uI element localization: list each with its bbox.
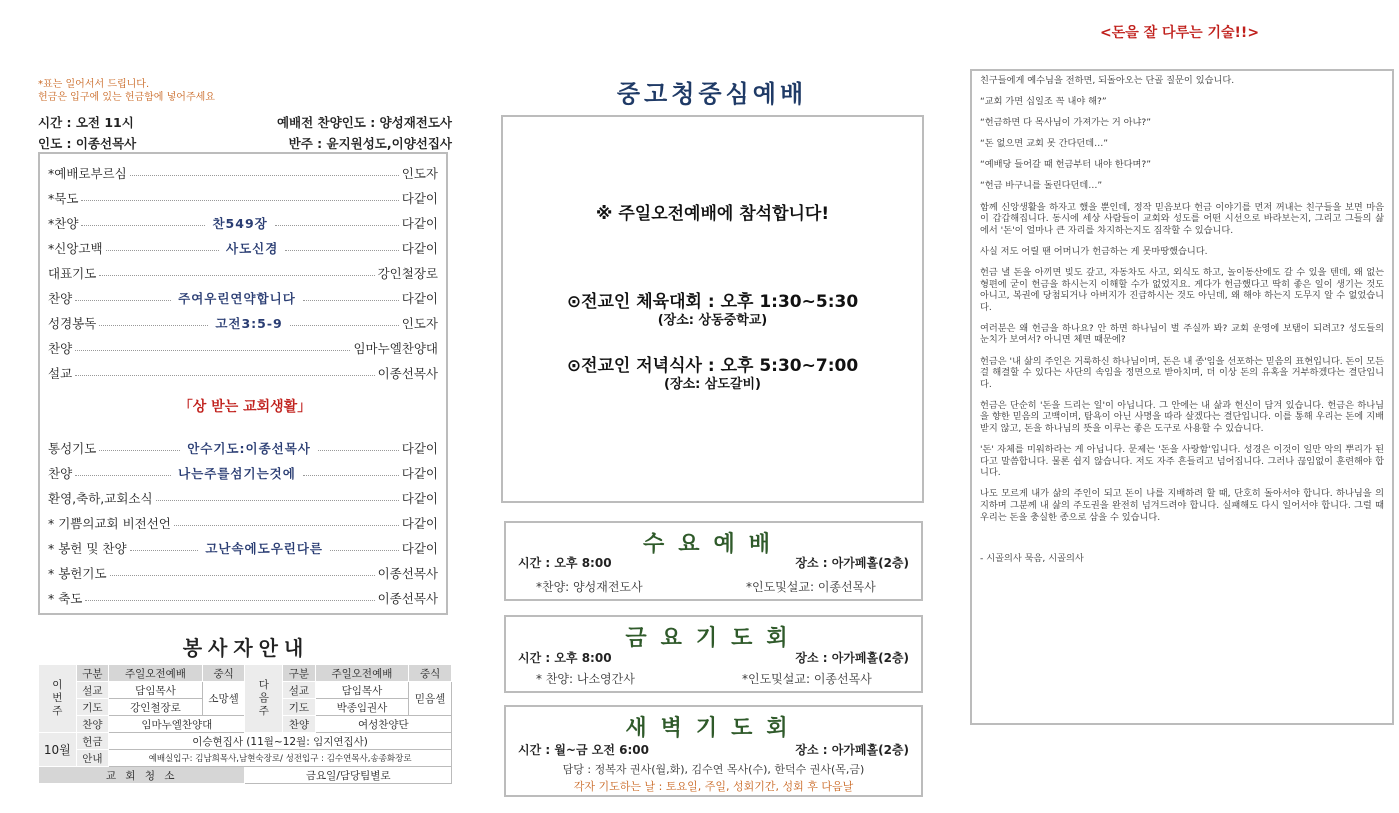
- header-gubun: 구분: [76, 665, 109, 682]
- header-main: 주일오전예배: [109, 665, 203, 682]
- dawn-prayer: [504, 705, 923, 797]
- volunteer-title: 봉사자안내: [182, 636, 310, 660]
- cleaning-label: 교 회 청 소: [39, 767, 245, 784]
- order-item-person: 다같이: [401, 516, 438, 531]
- order-item: [48, 587, 438, 609]
- event-sports-place: (장소: 상동중학교): [657, 313, 768, 328]
- essay-box: [970, 69, 1394, 725]
- order-item: [48, 212, 438, 234]
- service-leader: 인도 : 이종선목사: [38, 136, 137, 151]
- note-line-2: 헌금은 입구에 있는 헌금함에 넣어주세요: [38, 92, 215, 103]
- order-item: [48, 562, 438, 584]
- order-item-label: * 봉헌기도: [48, 566, 107, 581]
- notice-text: ※ 주일오전예배에 참석합니다!: [595, 204, 830, 224]
- essay-title: <돈을 잘 다루는 기술!!>: [1100, 25, 1260, 41]
- wednesday-sermon: *인도및설교: 이종선목사: [746, 580, 876, 594]
- sermon-title: 「상 받는 교회생활」: [178, 399, 312, 415]
- order-item-detail: 사도신경: [226, 241, 279, 256]
- order-item-label: 찬양: [48, 466, 73, 481]
- cell: 여성찬양단: [315, 716, 451, 733]
- dawn-personal-days: 각자 기도하는 날 : 토요일, 주일, 성회기간, 성회 후 다음날: [573, 780, 854, 793]
- service-time: 시간 : 오전 11시: [38, 115, 134, 130]
- header-main-2: 주일오전예배: [315, 665, 409, 682]
- order-item-label: * 기쁨의교회 비전선언: [48, 516, 171, 531]
- order-item-person: 인도자: [401, 166, 438, 181]
- order-item: [48, 537, 438, 559]
- order-item-label: 대표기도: [48, 266, 97, 281]
- this-week-label: 이 번 주: [39, 665, 77, 733]
- friday-title: 금요기도회: [625, 626, 802, 651]
- lunch-this-week: 소망셀: [202, 682, 245, 716]
- offering-label: 헌금: [76, 733, 109, 750]
- order-item-person: 이종선목사: [377, 366, 438, 381]
- offering-value: 이승현집사 (11월~12월: 임지연집사): [109, 733, 452, 750]
- essay-paragraph: 여러분은 왜 헌금을 하나요? 안 하면 하나님이 벌 주실까 봐? 교회 운영에 보탬이 되려고? 성도들의 눈치가 보여서? 아니면 체면 때문에?: [980, 322, 1384, 346]
- wednesday-service: [504, 521, 923, 601]
- event-dinner-place: (장소: 삼도갈비): [664, 377, 761, 392]
- order-item-person: 다같이: [401, 291, 439, 306]
- essay-paragraph: 친구들에게 예수님을 전하면, 되돌아오는 단골 질문이 있습니다.: [980, 75, 1235, 86]
- main-title: 중고청중심예배: [616, 80, 808, 108]
- essay-paragraph: 헌금 낼 돈을 아끼면 빚도 갚고, 자동차도 사고, 외식도 하고, 놀이동산에도 갈 수 있을 텐데, 왜 없는 형편에 굳이 헌금을 하시는지 이해할 수가 없었지요. 게다가 헌금했다고 딱히 좋은 일이 생기는 것도 아니고, 복권에 당첨되거나 아버지가 진급하시는 것도 아닌데, 왜 해야 하는지 도무지 알 수 없었습니다.: [980, 266, 1384, 313]
- cell: 설교: [283, 682, 316, 699]
- cell: 임마누엘찬양대: [109, 716, 245, 733]
- order-item-label: *묵도: [48, 191, 79, 206]
- cleaning-value: 금요일/담당팀별로: [245, 767, 452, 784]
- order-item: [48, 462, 438, 484]
- order-item: [48, 312, 438, 334]
- cell: 기도: [76, 699, 109, 716]
- order-item-person: 강인철장로: [377, 266, 438, 281]
- order-item-label: * 봉헌 및 찬양: [48, 541, 127, 556]
- dawn-leaders: 담당 : 정복자 권사(월,화), 김수연 목사(수), 한덕수 권사(목,금): [562, 763, 865, 776]
- order-item-person: 다같이: [401, 541, 438, 556]
- cell: 설교: [76, 682, 109, 699]
- order-item-label: 통성기도: [48, 441, 97, 456]
- order-item-detail: 주여우린연약합니다: [178, 291, 296, 306]
- order-item-label: *예배로부르심: [48, 166, 127, 181]
- cell: 박종임권사: [315, 699, 409, 716]
- event-dinner: ⊙전교인 저녁식사 : 오후 5:30~7:00: [566, 356, 859, 376]
- month-label: 10월: [39, 733, 77, 767]
- order-item-person: 다같이: [401, 466, 439, 481]
- worship-order: [38, 152, 448, 615]
- order-item-label: *신앙고백: [48, 241, 103, 256]
- order-item-detail: 찬549장: [212, 216, 268, 231]
- guide-label: 안내: [76, 750, 109, 767]
- essay-paragraph: “돈 없으면 교회 못 간다던데…”: [980, 138, 1109, 150]
- friday-service: [504, 615, 923, 693]
- wednesday-praise: *찬양: 양성재전도사: [536, 580, 643, 594]
- wednesday-title: 수요예배: [642, 532, 784, 557]
- standing-note: [38, 78, 215, 104]
- cell: 담임목사: [315, 682, 409, 699]
- essay-paragraph: “헌금하면 다 목사님이 가져가는 거 아냐?”: [980, 117, 1151, 129]
- order-item: [48, 487, 438, 509]
- praise-leader: 예배전 찬양인도 : 양성재전도사: [276, 115, 452, 130]
- wednesday-place: 장소 : 아가페홀(2층): [795, 556, 909, 570]
- order-item-label: 성경봉독: [48, 316, 97, 331]
- event-sports: ⊙전교인 체육대회 : 오후 1:30~5:30: [566, 292, 859, 312]
- dawn-time: 시간 : 월~금 오전 6:00: [518, 743, 649, 757]
- order-item-person: 이종선목사: [377, 591, 438, 606]
- order-item-person: 다같이: [401, 216, 439, 231]
- essay-paragraph: “예배당 들어갈 때 헌금부터 내야 한다며?”: [980, 159, 1151, 171]
- wednesday-time: 시간 : 오후 8:00: [518, 556, 612, 570]
- order-item-detail: 안수기도:이종선목사: [187, 441, 311, 456]
- friday-time: 시간 : 오후 8:00: [518, 651, 612, 665]
- essay-paragraph: 사실 저도 어릴 땐 어머니가 헌금하는 게 못마땅했습니다.: [980, 245, 1208, 257]
- announcement-box: [501, 115, 924, 503]
- essay-paragraph: 함께 신앙생활을 하자고 했을 뿐인데, 정작 믿음보다 헌금 이야기를 먼저 꺼내는 친구들을 보면 마음이 갑갑해집니다. 동시에 세상 사람들이 교회와 성도를 어떤 시선으로 바라보는지, 그리고 그들의 삶에서 '돈'이 얼마나 큰 자리를 차지하는지도 짐작할 수 있습니다.: [980, 201, 1384, 236]
- order-item: [48, 337, 438, 359]
- order-item: [48, 512, 438, 534]
- order-item-person: 다같이: [401, 441, 439, 456]
- dawn-place: 장소 : 아가페홀(2층): [795, 743, 909, 757]
- header-gubun-2: 구분: [283, 665, 316, 682]
- lunch-next-week: 믿음셀: [409, 682, 452, 716]
- friday-sermon: *인도및설교: 이종선목사: [742, 672, 872, 686]
- order-item: [48, 362, 438, 384]
- accompanist: 반주 : 윤지원성도,이양선집사: [288, 136, 452, 151]
- order-item-label: 설교: [48, 366, 73, 381]
- friday-praise: * 찬양: 나소영간사: [536, 672, 635, 686]
- guide-value: 예배실입구: 김남희목사,남현숙장로/ 성전입구 : 김수연목사,송종화장로: [109, 750, 452, 767]
- order-item-person: 다같이: [401, 491, 438, 506]
- order-item-detail: 나는주를섬기는것에: [178, 466, 296, 481]
- order-item-label: 찬양: [48, 341, 73, 356]
- order-item: [48, 262, 438, 284]
- essay-paragraph: '돈' 자체를 미워하라는 게 아닙니다. 문제는 '돈을 사랑함'입니다. 성경은 이것이 일만 악의 뿌리가 된다고 말씀합니다. 물론 쉽지 않습니다. 저도 자주 흔들리고 넘어집니다. 그러나 끊임없이 훈련해야 합니다.: [980, 444, 1384, 479]
- essay-paragraph: 헌금은 단순히 '돈을 드리는 일'이 아닙니다. 그 안에는 내 삶과 헌신이 담겨 있습니다. 헌금은 하나님을 향한 믿음의 고백이며, 탐욕이 아닌 사명을 따라 살겠다는 결단입니다. 이를 통해 우리는 돈에 지배받지 않고, 돈을 하나님의 뜻을 이루는 좋은 도구로 사용할 수 있습니다.: [980, 399, 1384, 434]
- cell: 강인철장로: [109, 699, 203, 716]
- essay-paragraph: 나도 모르게 내가 삶의 주인이 되고 돈이 나를 지배하려 할 때, 단호히 돌아서야 합니다. 하나님을 의지하며 그분께 내 삶의 주도권을 완전히 넘겨드려야 합니다. 실패해도 다시 일어서야 합니다. 그럴 때 우리는 돈을 충실한 종으로 삼을 수 있습니다.: [980, 488, 1384, 523]
- order-item: [48, 437, 438, 459]
- order-item-person: 다같이: [401, 191, 438, 206]
- order-item: [48, 237, 438, 259]
- header-lunch-2: 중식: [409, 665, 452, 682]
- cell: 기도: [283, 699, 316, 716]
- essay-paragraph: “헌금 바구니를 돌린다던데…”: [980, 180, 1103, 192]
- volunteer-table: [38, 664, 452, 784]
- order-item-person: 인도자: [401, 316, 439, 331]
- order-item-label: 환영,축하,교회소식: [48, 491, 153, 506]
- header-lunch: 중식: [202, 665, 245, 682]
- cell: 찬양: [283, 716, 316, 733]
- order-item-label: *찬양: [48, 216, 79, 231]
- order-item-detail: 고난속에도우린다른: [205, 541, 323, 556]
- order-item-label: * 축도: [48, 591, 83, 606]
- essay-paragraph: 헌금은 '내 삶의 주인은 거룩하신 하나님이며, 돈은 내 종'임을 선포하는 믿음의 표현입니다. 돈이 모든 걸 해결할 수 있다는 사단의 속임을 정면으로 받아치며, 더 이상 돈의 유혹을 거부하겠다는 결단입니다.: [980, 355, 1384, 390]
- cell: 담임목사: [109, 682, 203, 699]
- next-week-label: 다 음 주: [245, 665, 283, 733]
- order-item-person: 임마누엘찬양대: [353, 341, 438, 356]
- dawn-title: 새벽기도회: [625, 716, 802, 741]
- order-item-label: 찬양: [48, 291, 73, 306]
- order-item-detail: 고전3:5-9: [215, 316, 283, 331]
- order-item: [48, 162, 438, 184]
- order-item-person: 이종선목사: [377, 566, 438, 581]
- order-item: [48, 187, 438, 209]
- order-item: [48, 287, 438, 309]
- order-item-person: 다같이: [401, 241, 439, 256]
- note-line-1: *표는 일어서서 드립니다.: [38, 79, 150, 90]
- friday-place: 장소 : 아가페홀(2층): [795, 651, 909, 665]
- essay-source: - 시골의사 묵음, 시골의사: [980, 553, 1084, 565]
- cell: 찬양: [76, 716, 109, 733]
- essay-paragraph: “교회 가면 십일조 꼭 내야 해?”: [980, 96, 1107, 108]
